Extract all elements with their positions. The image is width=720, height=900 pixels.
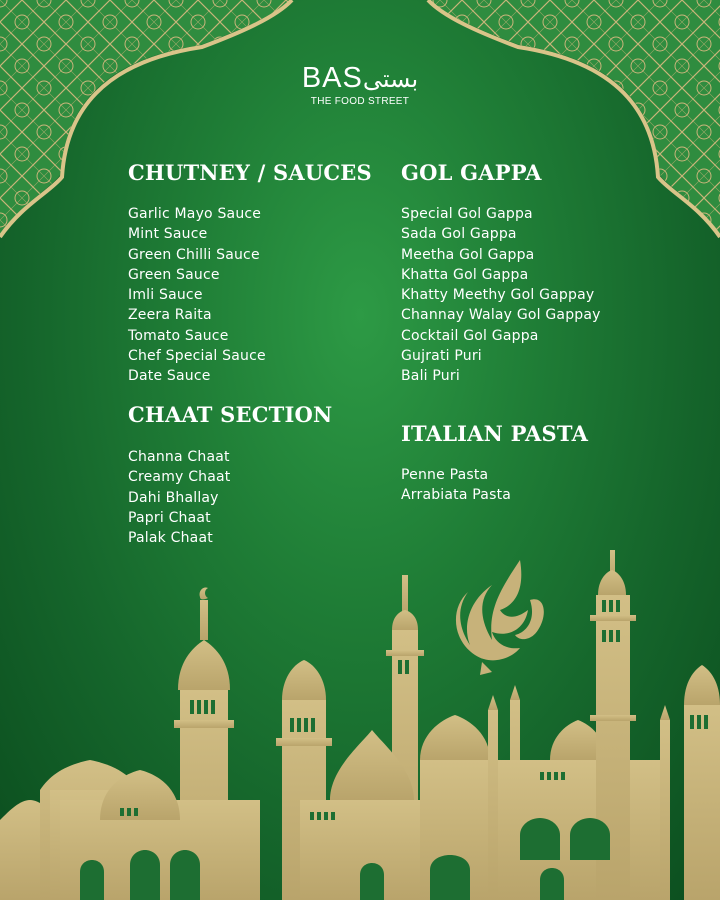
menu-item: Mint Sauce — [128, 226, 208, 243]
brand-latin: BAS — [301, 62, 363, 94]
menu-item: Arrabiata Pasta — [401, 487, 512, 504]
section-title-chaat: CHAAT SECTION — [128, 402, 333, 427]
menu-item: Bali Puri — [401, 368, 460, 385]
section-title-pasta: ITALIAN PASTA — [401, 421, 589, 446]
menu-item: Green Sauce — [128, 266, 220, 283]
menu-item: Channa Chaat — [128, 449, 230, 465]
menu-item: Meetha Gol Gappa — [401, 246, 535, 263]
lattice-pattern-top — [0, 0, 720, 235]
menu-item: Papri Chaat — [128, 509, 211, 526]
menu-item: Gujrati Puri — [401, 348, 482, 365]
ramadan-calligraphy — [456, 560, 544, 675]
menu-item: Cocktail Gol Gappa — [401, 327, 539, 344]
menu-item: Creamy Chaat — [128, 469, 231, 486]
brand-urdu: بستی — [362, 66, 419, 93]
menu-item: Khatta Gol Gappa — [401, 266, 529, 283]
menu-item: Channay Walay Gol Gappay — [401, 307, 601, 324]
menu-item: Chef Special Sauce — [128, 348, 266, 365]
menu-item: Penne Pasta — [401, 467, 489, 483]
brand-tagline: THE FOOD STREET — [310, 96, 410, 107]
chutney-list — [128, 204, 266, 387]
brand-name — [300, 62, 420, 96]
menu-item: Imli Sauce — [128, 287, 203, 304]
golgappa-list — [401, 204, 601, 387]
menu-item: Palak Chaat — [128, 530, 213, 547]
pasta-list — [401, 465, 511, 506]
menu-item: Tomato Sauce — [128, 327, 229, 344]
section-title-golgappa: GOL GAPPA — [401, 160, 542, 185]
menu-item: Dahi Bhallay — [128, 489, 219, 506]
chaat-list — [128, 447, 231, 548]
menu-item: Date Sauce — [128, 368, 211, 385]
menu-item: Sada Gol Gappa — [401, 226, 517, 243]
menu-item: Green Chilli Sauce — [128, 246, 260, 263]
brand-logo — [300, 62, 420, 108]
menu-item: Zeera Raita — [128, 307, 212, 324]
section-title-chutney: CHUTNEY / SAUCES — [128, 160, 372, 185]
menu-item: Garlic Mayo Sauce — [128, 206, 262, 222]
menu-item: Special Gol Gappa — [401, 206, 533, 222]
menu-item: Khatty Meethy Gol Gappay — [401, 287, 595, 304]
